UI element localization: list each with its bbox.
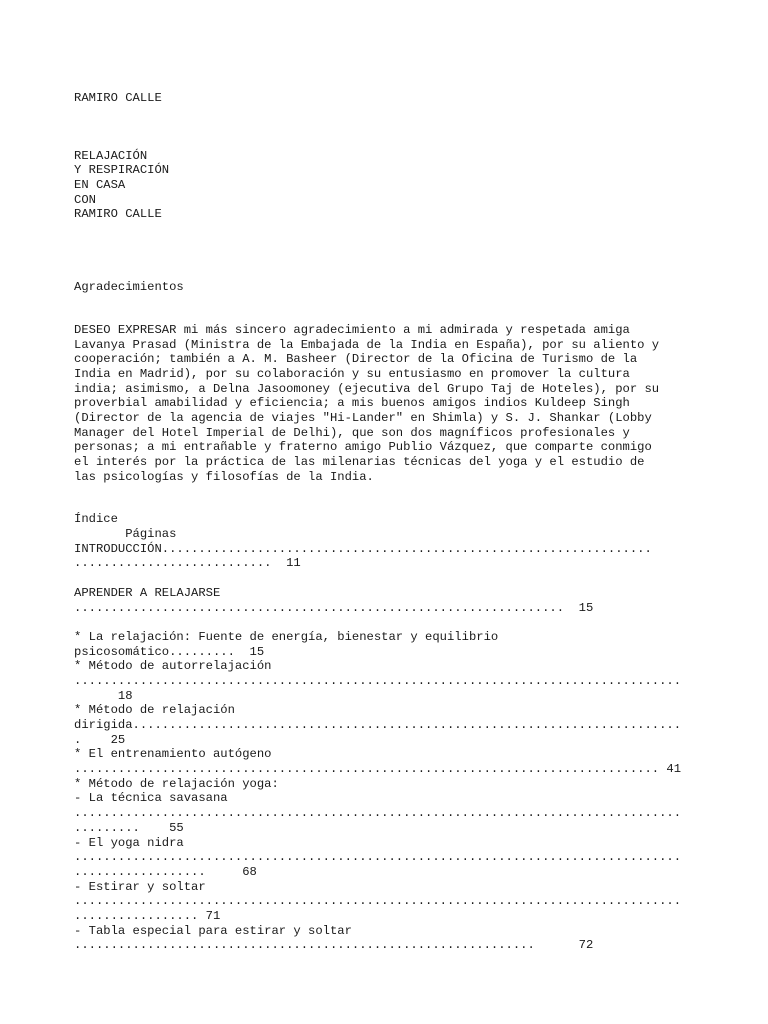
toc-line — [74, 615, 714, 630]
author-name — [74, 91, 714, 106]
paragraph-line: proverbial amabilidad y eficiencia; a mis buenos amigos indios Kuldeep Singh — [74, 396, 630, 411]
toc-heading: Índice — [74, 512, 118, 527]
paragraph-line: Manager del Hotel Imperial de Delhi), que son dos magníficos profesionales y — [74, 425, 630, 440]
book-title — [74, 149, 714, 222]
acknowledgements-heading: Agradecimientos — [74, 280, 184, 295]
toc-line: . 25 — [74, 732, 126, 747]
table-of-contents — [74, 512, 714, 953]
toc-line: dirigida........................................................................... — [74, 718, 682, 732]
document-page — [74, 91, 714, 953]
toc-line: ................. 71 — [74, 908, 221, 923]
title-line: CON — [74, 192, 96, 207]
toc-line: ................................................................................... — [74, 806, 682, 821]
toc-line: ................................................................................ 41 — [74, 762, 682, 777]
paragraph-line: India en Madrid), por su colaboración y su entusiasmo en promover la cultura — [74, 366, 630, 381]
toc-line: * Método de relajación yoga: — [74, 776, 279, 791]
toc-line: - El yoga nidra — [74, 835, 184, 850]
toc-line: - Tabla especial para estirar y soltar — [74, 923, 352, 938]
paragraph-line: cooperación; también a A. M. Basheer (Director de la Oficina de Turismo de la — [74, 352, 638, 367]
toc-line: ................................................................................... — [74, 894, 682, 909]
toc-line: ................................................................................... — [74, 850, 682, 865]
toc-line — [74, 571, 714, 586]
paragraph-line: Lavanya Prasad (Ministra de la Embajada de la India en España), por su aliento y — [74, 337, 660, 352]
toc-line: psicosomático......... 15 — [74, 644, 265, 659]
toc-line: 18 — [74, 688, 133, 703]
toc-line: .................. 68 — [74, 864, 257, 879]
title-line: Y RESPIRACIÓN — [74, 163, 170, 178]
toc-line: * Método de relajación — [74, 703, 235, 718]
toc-line: ........................... 11 — [74, 556, 301, 571]
acknowledgements-paragraph — [74, 323, 714, 485]
author-line: RAMIRO CALLE — [74, 91, 162, 105]
toc-line: INTRODUCCIÓN................................................................... — [74, 541, 652, 556]
toc-line: * El entrenamiento autógeno — [74, 747, 272, 762]
toc-line: ................................................................... 15 — [74, 600, 594, 615]
toc-line: * Método de autorrelajación — [74, 659, 272, 674]
title-line: RELAJACIÓN — [74, 148, 148, 163]
toc-pages-label: Páginas — [74, 527, 177, 542]
toc-line: * La relajación: Fuente de energía, bienestar y equilibrio — [74, 629, 499, 644]
paragraph-line: (Director de la agencia de viajes "Hi-Lander" en Shimla) y S. J. Shankar (Lobby — [74, 410, 652, 425]
toc-line: ................................................................................... — [74, 673, 682, 688]
title-line: RAMIRO CALLE — [74, 207, 162, 222]
paragraph-line: india; asimismo, a Delna Jasoomoney (ejecutiva del Grupo Taj de Hoteles), por su — [74, 381, 660, 396]
paragraph-line: las psicologías y filosofías de la India. — [74, 469, 374, 484]
paragraph-line: el interés por la práctica de las milenarias técnicas del yoga y el estudio de — [74, 455, 645, 469]
toc-line: ............................................................... 72 — [74, 938, 594, 953]
paragraph-line: DESEO EXPRESAR mi más sincero agradecimiento a mi admirada y respetada amiga — [74, 322, 630, 337]
toc-line: APRENDER A RELAJARSE — [74, 585, 221, 600]
toc-line: - Estirar y soltar — [74, 879, 206, 894]
title-line: EN CASA — [74, 178, 126, 193]
paragraph-line: personas; a mi entrañable y fraterno amigo Publio Vázquez, que comparte conmigo — [74, 440, 652, 455]
toc-line: - La técnica savasana — [74, 791, 228, 806]
toc-line: ......... 55 — [74, 820, 184, 835]
